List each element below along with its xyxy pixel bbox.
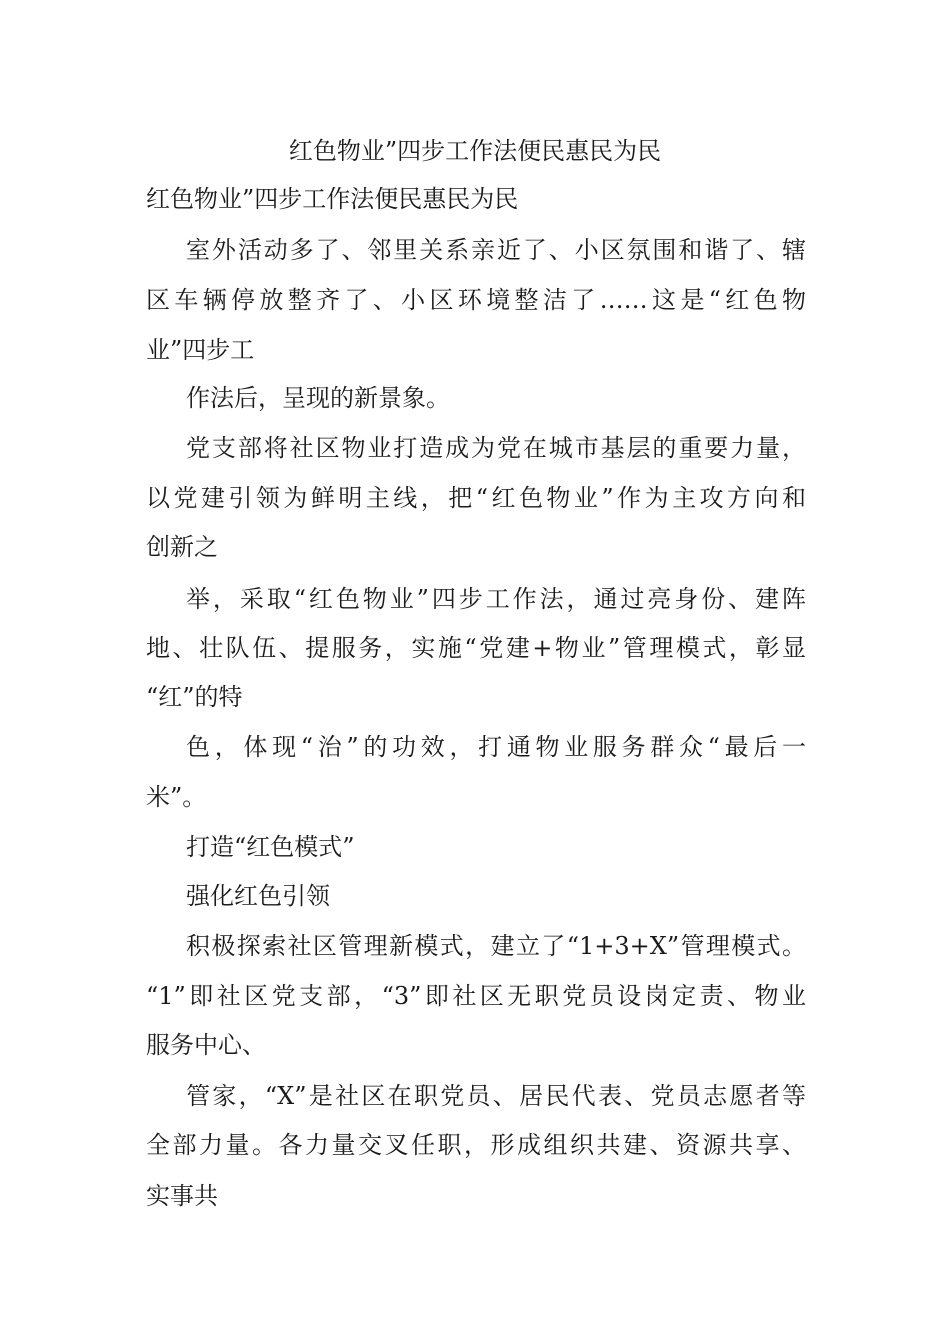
paragraph-line: 室外活动多了、邻里关系亲近了、小区氛围和谐了、辖 bbox=[186, 236, 806, 264]
paragraph-line: 以党建引领为鲜明主线，把“红色物业”作为主攻方向和 bbox=[146, 484, 806, 512]
paragraph-line: 举，采取“红色物业”四步工作法，通过亮身份、建阵 bbox=[186, 585, 806, 613]
paragraph-line: 业”四步工 bbox=[146, 336, 255, 364]
paragraph-line: 作法后，呈现的新景象。 bbox=[186, 384, 450, 412]
paragraph-line: 党支部将社区物业打造成为党在城市基层的重要力量， bbox=[186, 434, 806, 462]
paragraph-line: 积极探索社区管理新模式，建立了“1+3+X”管理模式。 bbox=[186, 932, 806, 960]
paragraph-line: 实事共 bbox=[146, 1182, 218, 1210]
section-subheading: 强化红色引领 bbox=[186, 882, 330, 910]
paragraph-line: 全部力量。各力量交叉任职，形成组织共建、资源共享、 bbox=[146, 1131, 806, 1159]
document-title: 红色物业”四步工作法便民惠民为民 bbox=[288, 137, 662, 165]
paragraph-line: “1”即社区党支部，“3”即社区无职党员设岗定责、物业 bbox=[146, 982, 806, 1010]
paragraph-line: 区车辆停放整齐了、小区环境整洁了……这是“红色物 bbox=[146, 286, 806, 314]
paragraph-line: 管家，“X”是社区在职党员、居民代表、党员志愿者等 bbox=[186, 1082, 806, 1110]
paragraph-line: “红”的特 bbox=[146, 683, 243, 711]
paragraph-line: 米”。 bbox=[146, 783, 207, 811]
paragraph-line: 服务中心、 bbox=[146, 1031, 266, 1059]
section-heading: 打造“红色模式” bbox=[186, 833, 355, 861]
doc-heading-line: 红色物业”四步工作法便民惠民为民 bbox=[146, 185, 519, 213]
paragraph-line: 地、壮队伍、提服务，实施“党建+物业”管理模式，彰显 bbox=[146, 634, 806, 662]
paragraph-line: 色，体现“治”的功效，打通物业服务群众“最后一 bbox=[186, 733, 806, 761]
paragraph-line: 创新之 bbox=[146, 533, 218, 561]
